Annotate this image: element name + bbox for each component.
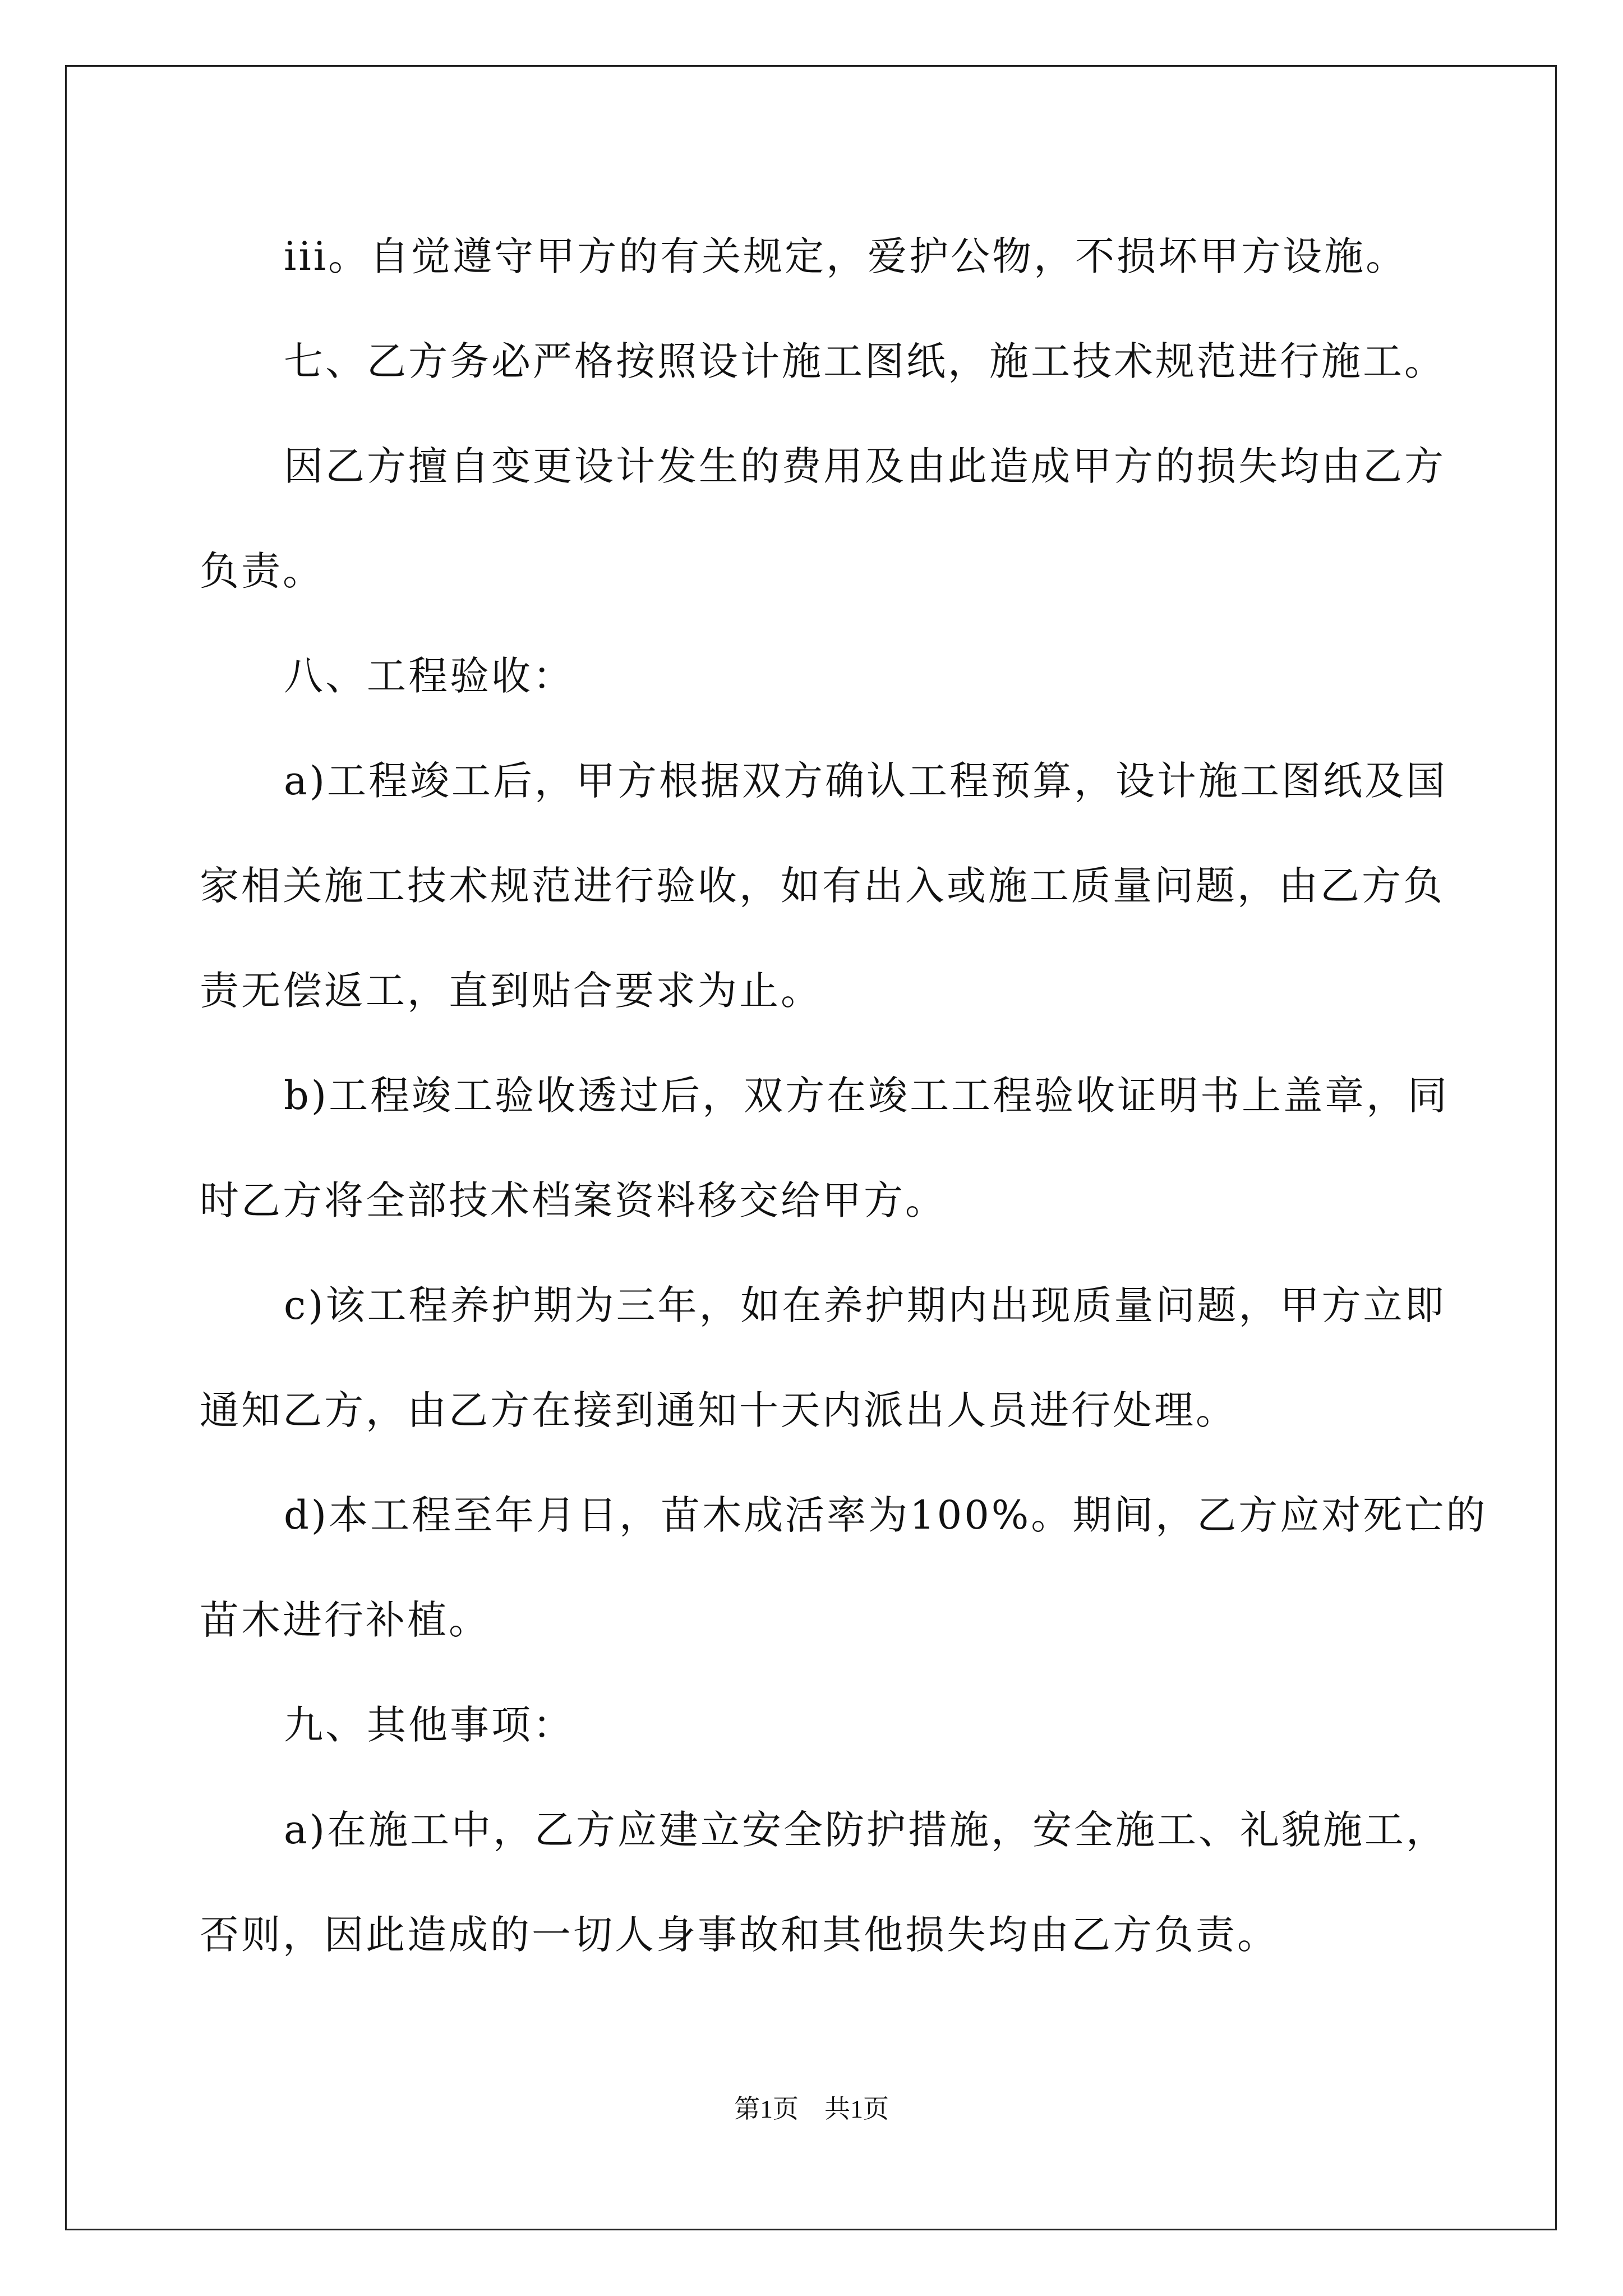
text-line: 负责。 — [200, 548, 324, 594]
text-line: 责无偿返工，直到贴合要求为止。 — [200, 968, 822, 1014]
text-line: c)该工程养护期为三年，如在养护期内出现质量问题，甲方立即 — [284, 1282, 1446, 1328]
text-line: 苗木进行补植。 — [200, 1597, 490, 1643]
text-line: a)工程竣工后，甲方根据双方确认工程预算，设计施工图纸及国 — [284, 758, 1448, 804]
text-line: 否则，因此造成的一切人身事故和其他损失均由乙方负责。 — [200, 1912, 1279, 1958]
section-heading: 九、其他事项： — [284, 1702, 574, 1748]
section-heading: 八、工程验收： — [284, 653, 574, 699]
text-line: d)本工程至年月日，苗木成活率为100%。期间，乙方应对死亡的 — [284, 1492, 1488, 1538]
text-line: 因乙方擅自变更设计发生的费用及由此造成甲方的损失均由乙方 — [284, 443, 1446, 489]
page-footer — [0, 2092, 1623, 2126]
text-line: 时乙方将全部技术档案资料移交给甲方。 — [200, 1177, 947, 1223]
page-border — [65, 65, 1557, 2230]
text-line: a)在施工中，乙方应建立安全防护措施，安全施工、礼貌施工， — [284, 1807, 1448, 1853]
page-number-label: 第1页 共1页 — [734, 2095, 889, 2123]
text-line: 通知乙方，由乙方在接到通知十天内派出人员进行处理。 — [200, 1387, 1237, 1433]
text-line: iii。自觉遵守甲方的有关规定，爱护公物，不损坏甲方设施。 — [284, 233, 1408, 279]
text-line: 家相关施工技术规范进行验收，如有出入或施工质量问题，由乙方负 — [200, 863, 1445, 909]
text-line: b)工程竣工验收透过后，双方在竣工工程验收证明书上盖章，同 — [284, 1073, 1450, 1119]
text-line: 七、乙方务必严格按照设计施工图纸，施工技术规范进行施工。 — [284, 338, 1446, 384]
